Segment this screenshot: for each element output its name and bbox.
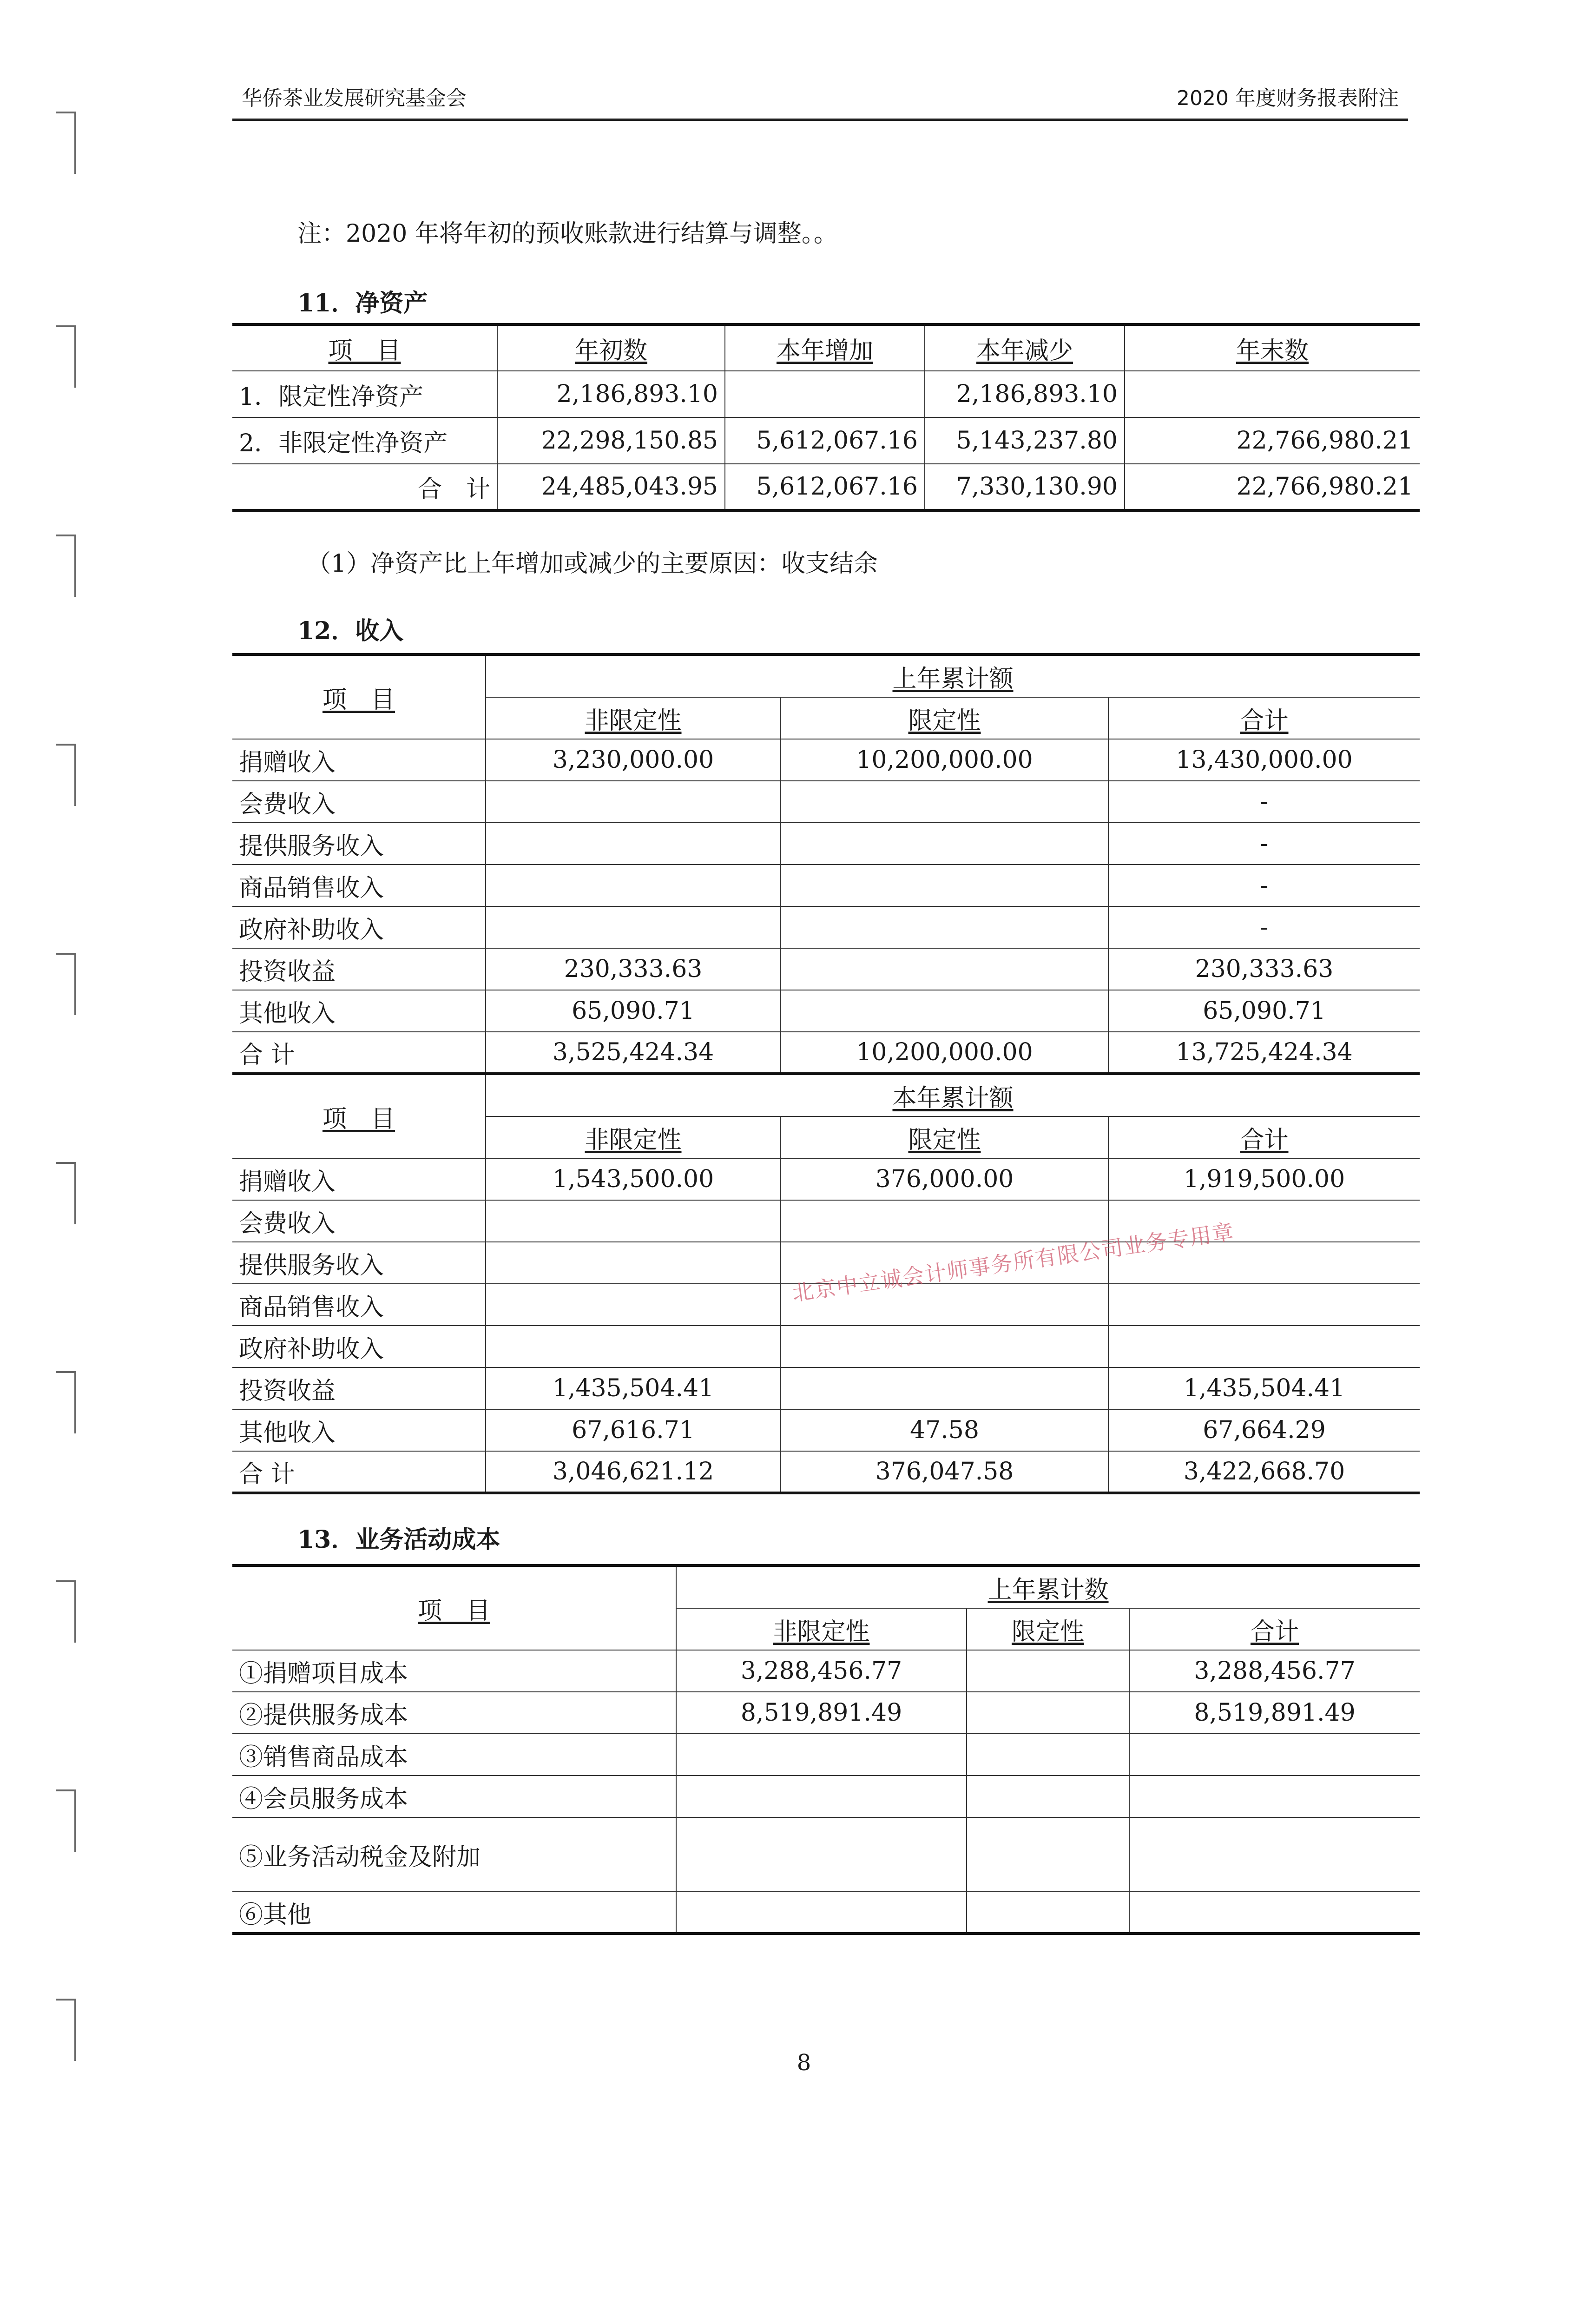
cell xyxy=(486,1242,781,1284)
binder-mark xyxy=(56,535,76,597)
cell: 1,435,504.41 xyxy=(1108,1367,1420,1409)
col-total: 合计 xyxy=(1251,1618,1299,1646)
cell xyxy=(486,865,781,906)
net-assets-table xyxy=(232,323,1420,512)
row-label: 提供服务收入 xyxy=(232,1242,486,1284)
col-closing: 年末数 xyxy=(1236,337,1309,365)
cell xyxy=(486,906,781,948)
row-label: 合 计 xyxy=(232,1032,486,1074)
col-total: 合计 xyxy=(1240,1126,1289,1154)
cell: 65,090.71 xyxy=(1108,990,1420,1032)
cell xyxy=(781,781,1108,823)
table-row xyxy=(232,865,1420,906)
auditor-stamp: 北京中立诚会计师事务所有限公司业务专用章 xyxy=(790,1219,1236,1306)
cell xyxy=(1125,371,1420,417)
cell: 3,230,000.00 xyxy=(486,739,781,781)
net-assets-note: （1）净资产比上年增加或减少的主要原因：收支结余 xyxy=(307,550,878,578)
cell xyxy=(967,1776,1129,1817)
cell: 3,422,668.70 xyxy=(1108,1451,1420,1493)
cell: 22,298,150.85 xyxy=(497,417,725,464)
table-row xyxy=(232,1650,1420,1692)
cell: 5,143,237.80 xyxy=(925,417,1125,464)
cell: 376,000.00 xyxy=(781,1158,1108,1200)
table-row xyxy=(232,1776,1420,1817)
table-row xyxy=(232,1367,1420,1409)
col-item: 项 目 xyxy=(322,1105,395,1133)
page-header xyxy=(232,81,1408,121)
row-label: 商品销售收入 xyxy=(232,865,486,906)
row-label: 1．限定性净资产 xyxy=(232,371,497,417)
binder-mark xyxy=(56,744,76,806)
row-label: ⑥其他 xyxy=(232,1892,676,1934)
table-row xyxy=(232,781,1420,823)
col-item: 项 目 xyxy=(417,1597,490,1625)
cell: 10,200,000.00 xyxy=(781,739,1108,781)
cell xyxy=(1108,1326,1420,1367)
cell xyxy=(676,1817,967,1892)
cell: 13,430,000.00 xyxy=(1108,739,1420,781)
col-unrestricted: 非限定性 xyxy=(585,1126,682,1154)
binder-mark xyxy=(56,325,76,388)
row-label: 捐赠收入 xyxy=(232,1158,486,1200)
cell: - xyxy=(1108,781,1420,823)
cell xyxy=(781,1326,1108,1367)
table-total-row xyxy=(232,1451,1420,1493)
cell xyxy=(486,1284,781,1326)
cell xyxy=(781,990,1108,1032)
cell xyxy=(1108,1284,1420,1326)
table-header-row xyxy=(232,654,1420,697)
cell xyxy=(676,1892,967,1934)
cell: 3,288,456.77 xyxy=(1129,1650,1420,1692)
binder-mark xyxy=(56,1580,76,1643)
cell: 3,046,621.12 xyxy=(486,1451,781,1493)
cell xyxy=(967,1650,1129,1692)
cell: 230,333.63 xyxy=(1108,948,1420,990)
cell: 10,200,000.00 xyxy=(781,1032,1108,1074)
cell xyxy=(781,865,1108,906)
table-row xyxy=(232,1692,1420,1734)
table-row xyxy=(232,1200,1420,1242)
cell: 47.58 xyxy=(781,1409,1108,1451)
cell xyxy=(1129,1817,1420,1892)
binder-mark xyxy=(56,1371,76,1433)
page-number: 8 xyxy=(797,2050,811,2076)
table-row xyxy=(232,948,1420,990)
table-header-row xyxy=(232,1565,1420,1608)
cell xyxy=(1129,1776,1420,1817)
col-decrease: 本年减少 xyxy=(976,337,1073,365)
row-label: ①捐赠项目成本 xyxy=(232,1650,676,1692)
col-increase: 本年增加 xyxy=(776,337,873,365)
table-row xyxy=(232,1817,1420,1892)
cell: 67,664.29 xyxy=(1108,1409,1420,1451)
cell: 1,543,500.00 xyxy=(486,1158,781,1200)
prev-year-title: 上年累计额 xyxy=(892,665,1014,693)
col-total: 合计 xyxy=(1240,706,1289,735)
binder-mark xyxy=(56,1999,76,2061)
cell xyxy=(967,1692,1129,1734)
cell: 7,330,130.90 xyxy=(925,464,1125,510)
table-row xyxy=(232,1409,1420,1451)
binder-mark xyxy=(56,1789,76,1852)
cell xyxy=(781,1200,1108,1242)
cell xyxy=(1129,1734,1420,1776)
cell: 376,047.58 xyxy=(781,1451,1108,1493)
cell: 22,766,980.21 xyxy=(1125,417,1420,464)
table-total-row xyxy=(232,464,1420,510)
cell xyxy=(781,906,1108,948)
table-row xyxy=(232,1326,1420,1367)
cell: 22,766,980.21 xyxy=(1125,464,1420,510)
activity-cost-table xyxy=(232,1564,1420,1935)
header-report-title: 2020 年度财务报表附注 xyxy=(1177,86,1399,110)
cell xyxy=(486,1200,781,1242)
header-org-name: 华侨茶业发展研究基金会 xyxy=(242,86,467,110)
table-row xyxy=(232,739,1420,781)
adjustment-note: 注：2020 年将年初的预收账款进行结算与调整。。 xyxy=(297,220,838,248)
row-label: 合 计 xyxy=(232,1451,486,1493)
row-label: ②提供服务成本 xyxy=(232,1692,676,1734)
cell: 230,333.63 xyxy=(486,948,781,990)
col-opening: 年初数 xyxy=(574,337,647,365)
binder-mark xyxy=(56,1162,76,1224)
row-label: 会费收入 xyxy=(232,781,486,823)
cell xyxy=(781,823,1108,865)
cell xyxy=(781,948,1108,990)
cell: 2,186,893.10 xyxy=(925,371,1125,417)
cell xyxy=(781,1367,1108,1409)
cell: 3,288,456.77 xyxy=(676,1650,967,1692)
row-label: 其他收入 xyxy=(232,990,486,1032)
table-row xyxy=(232,906,1420,948)
cell xyxy=(725,371,925,417)
prev-year-title: 上年累计数 xyxy=(988,1576,1109,1604)
binder-mark xyxy=(56,112,76,174)
table-total-row xyxy=(232,1032,1420,1074)
col-unrestricted: 非限定性 xyxy=(773,1618,870,1646)
row-label: 投资收益 xyxy=(232,948,486,990)
row-label: 2．非限定性净资产 xyxy=(232,417,497,464)
col-item: 项 目 xyxy=(322,686,395,714)
cell: 8,519,891.49 xyxy=(1129,1692,1420,1734)
cell: 1,435,504.41 xyxy=(486,1367,781,1409)
cell xyxy=(967,1892,1129,1934)
binder-mark xyxy=(56,953,76,1015)
cell: 5,612,067.16 xyxy=(725,417,925,464)
row-label: 政府补助收入 xyxy=(232,1326,486,1367)
row-label: 商品销售收入 xyxy=(232,1284,486,1326)
table-row xyxy=(232,417,1420,464)
cell xyxy=(486,823,781,865)
col-item: 项 目 xyxy=(328,337,401,365)
table-row xyxy=(232,371,1420,417)
row-label: 提供服务收入 xyxy=(232,823,486,865)
cell: 2,186,893.10 xyxy=(497,371,725,417)
cell: 24,485,043.95 xyxy=(497,464,725,510)
curr-year-title: 本年累计额 xyxy=(892,1084,1014,1112)
row-label: 政府补助收入 xyxy=(232,906,486,948)
cell: 13,725,424.34 xyxy=(1108,1032,1420,1074)
table-row xyxy=(232,1734,1420,1776)
cell xyxy=(486,781,781,823)
cell: - xyxy=(1108,823,1420,865)
row-label: 其他收入 xyxy=(232,1409,486,1451)
row-label: ③销售商品成本 xyxy=(232,1734,676,1776)
row-label: ⑤业务活动税金及附加 xyxy=(232,1817,676,1892)
section-13-heading: 13．业务活动成本 xyxy=(297,1525,500,1554)
section-12-heading: 12．收入 xyxy=(297,617,404,645)
table-header-row xyxy=(232,324,1420,371)
section-11-heading: 11．净资产 xyxy=(297,289,428,317)
table-row xyxy=(232,1158,1420,1200)
col-restricted: 限定性 xyxy=(908,706,981,735)
col-restricted: 限定性 xyxy=(908,1126,981,1154)
cell xyxy=(967,1734,1129,1776)
row-label: 捐赠收入 xyxy=(232,739,486,781)
cell xyxy=(486,1326,781,1367)
table-header-row xyxy=(232,1074,1420,1116)
col-unrestricted: 非限定性 xyxy=(585,706,682,735)
cell xyxy=(967,1817,1129,1892)
cell xyxy=(1129,1892,1420,1934)
cell: 1,919,500.00 xyxy=(1108,1158,1420,1200)
cell: 3,525,424.34 xyxy=(486,1032,781,1074)
table-row xyxy=(232,1892,1420,1934)
row-label: 会费收入 xyxy=(232,1200,486,1242)
row-label: 投资收益 xyxy=(232,1367,486,1409)
table-row xyxy=(232,990,1420,1032)
cell: 8,519,891.49 xyxy=(676,1692,967,1734)
income-table xyxy=(232,653,1420,1494)
col-restricted: 限定性 xyxy=(1011,1618,1084,1646)
cell xyxy=(676,1776,967,1817)
cell: - xyxy=(1108,865,1420,906)
cell: 5,612,067.16 xyxy=(725,464,925,510)
row-label: 合 计 xyxy=(232,464,497,510)
cell xyxy=(676,1734,967,1776)
cell: 67,616.71 xyxy=(486,1409,781,1451)
row-label: ④会员服务成本 xyxy=(232,1776,676,1817)
table-row xyxy=(232,823,1420,865)
cell: 65,090.71 xyxy=(486,990,781,1032)
cell: - xyxy=(1108,906,1420,948)
